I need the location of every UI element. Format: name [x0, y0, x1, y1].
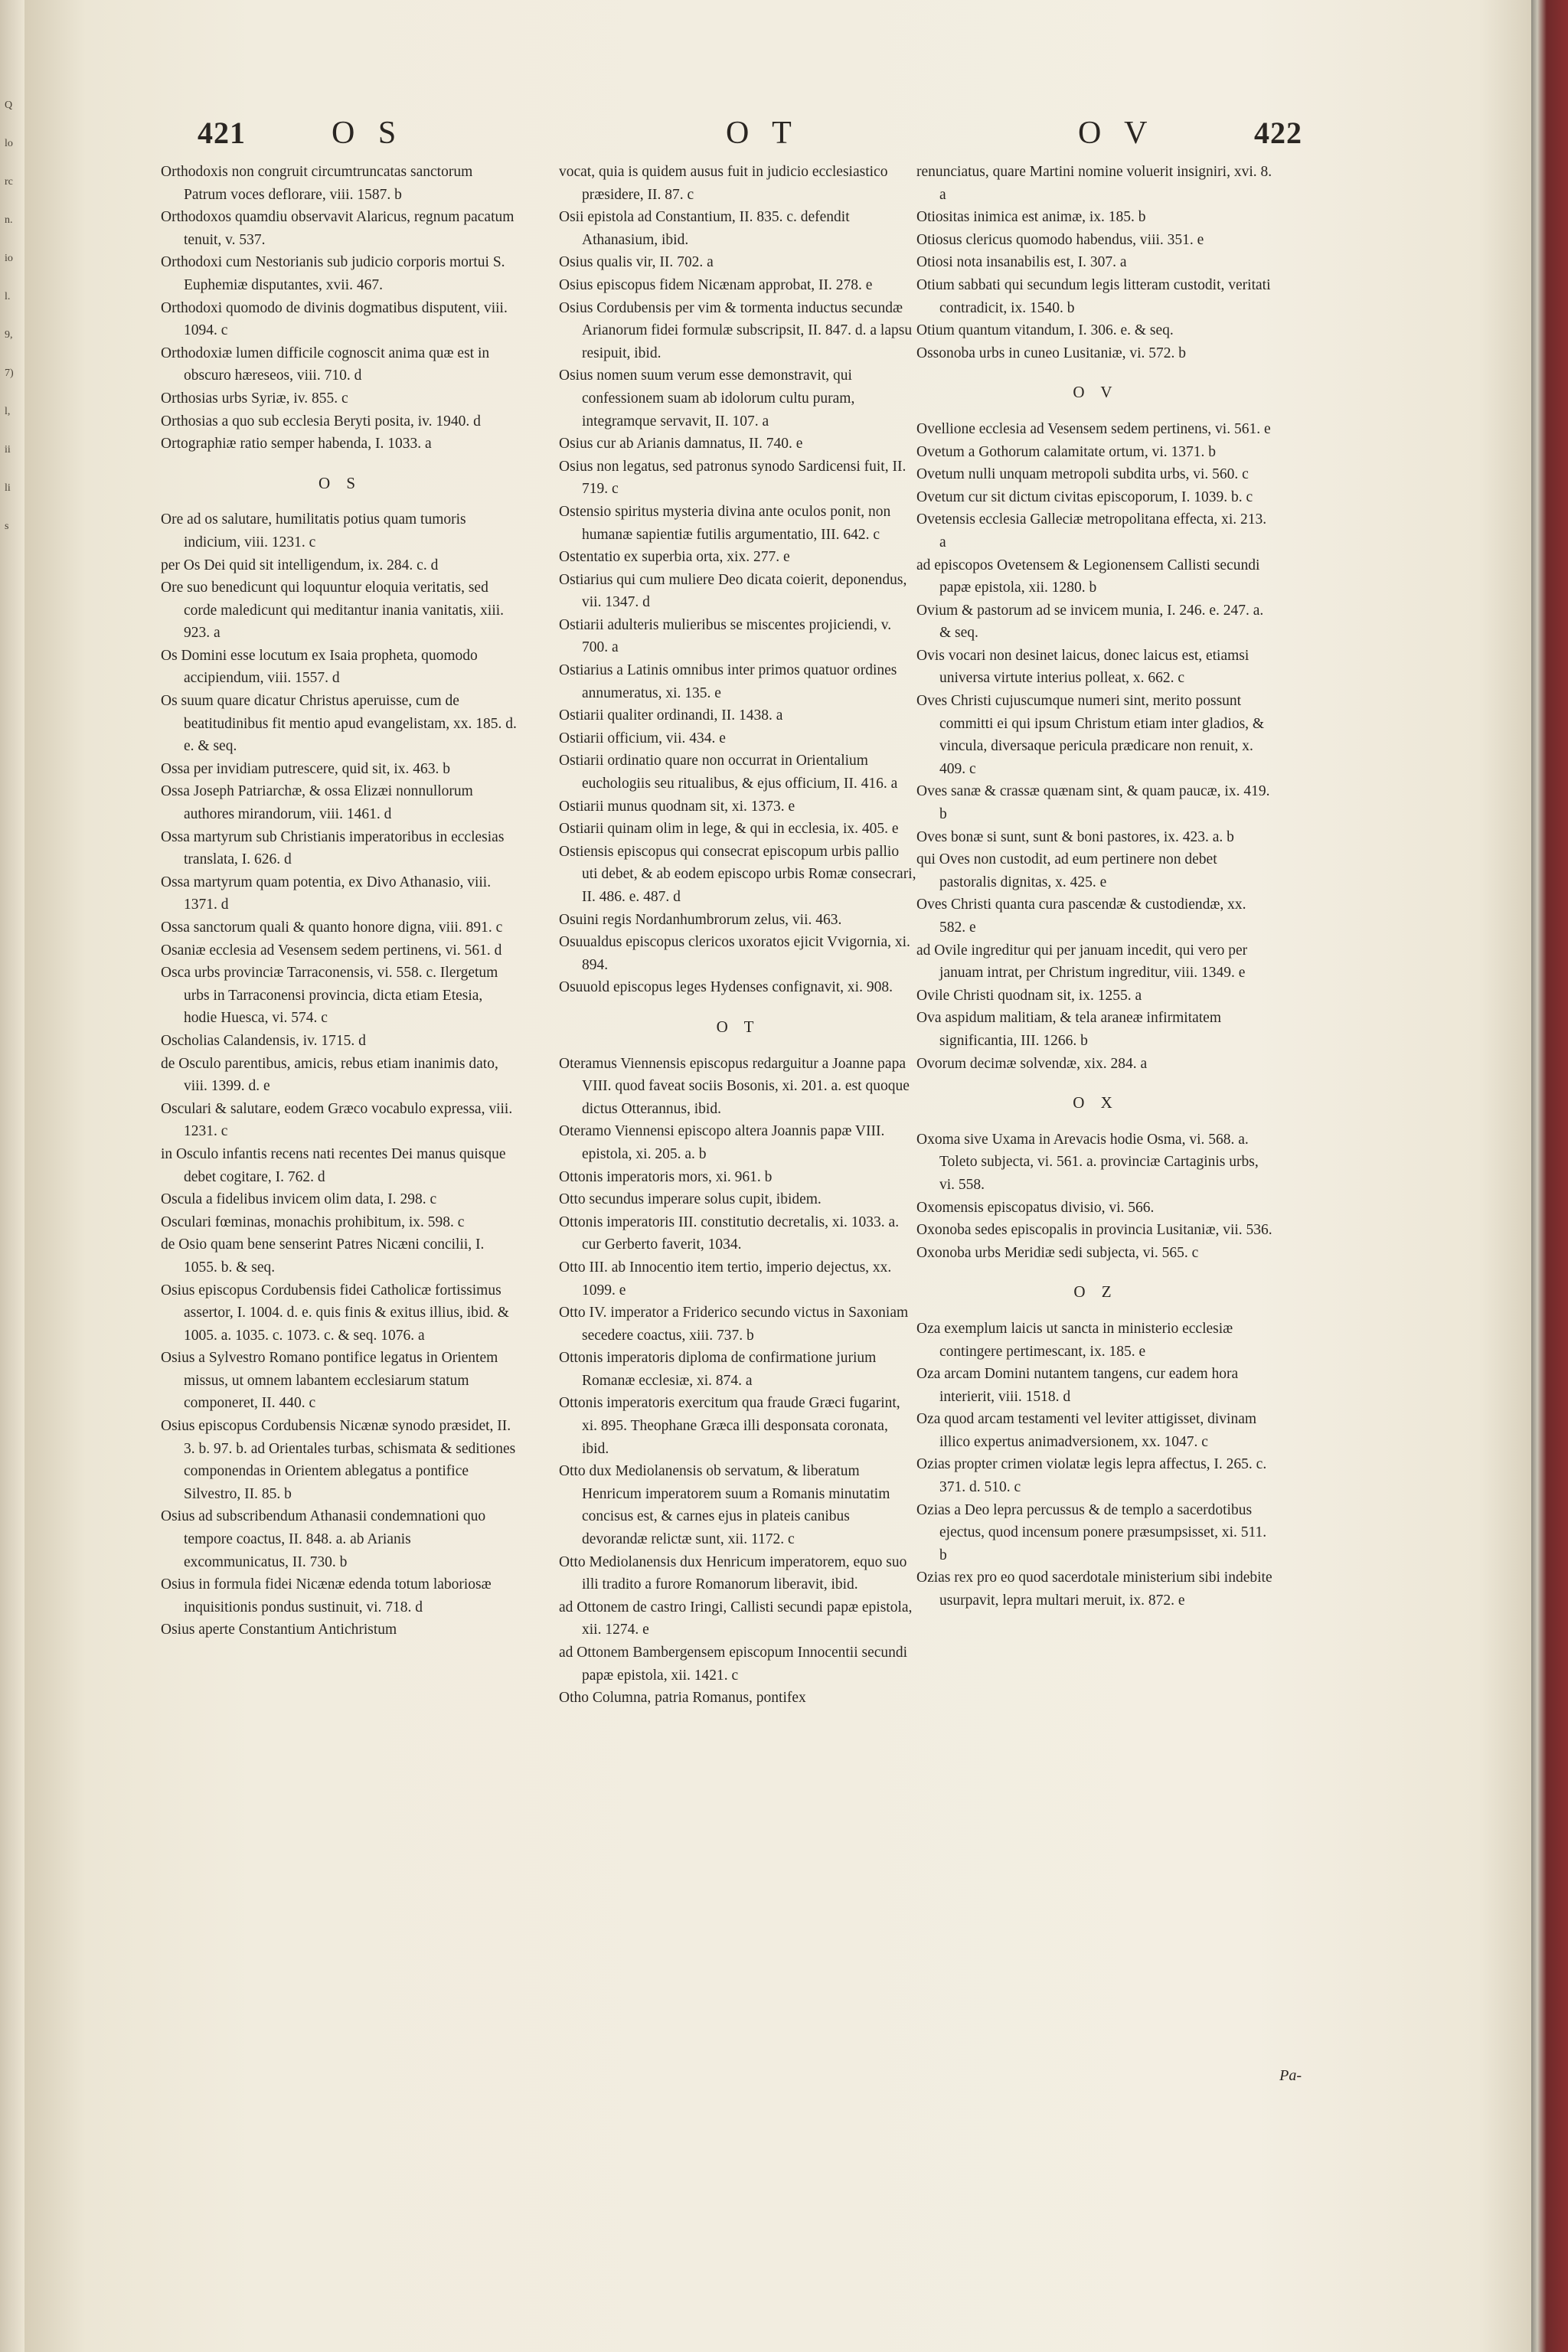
index-entry: Otium quantum vitandum, I. 306. e. & seq. — [916, 322, 1174, 339]
index-entry: Osius a Sylvestro Romano pontifice legatus in Orientem missus, ut omnem labantem ecclesiarum statum componeret, II. 440. c — [161, 1350, 498, 1412]
index-entry: Ostiarii quinam olim in lege, & qui in ecclesia, ix. 405. e — [559, 821, 899, 838]
index-entry: Ore ad os salutare, humilitatis potius quam tumoris indicium, viii. 1231. c — [161, 511, 466, 550]
section-heading: O T — [716, 1017, 760, 1036]
index-entry: de Osio quam bene senserint Patres Nicæni concilii, I. 1055. b. & seq. — [161, 1236, 485, 1276]
index-entry: vocat, quia is quidem ausus fuit in judicio ecclesiastico præsidere, II. 87. c — [559, 164, 888, 203]
index-entry: Oves bonæ si sunt, sunt & boni pastores, ix. 423. a. b — [916, 828, 1234, 845]
index-entry: Oxoma sive Uxama in Arevacis hodie Osma, vi. 568. a. Toleto subjecta, vi. 561. a. provinciæ Cartaginis urbs, vi. 558. — [916, 1131, 1259, 1193]
index-entry: Ostiarii ordinatio quare non occurrat in Orientalium euchologiis seu ritualibus, & ejus officium, II. 416. a — [559, 753, 898, 792]
index-entry: Ossa Joseph Patriarchæ, & ossa Elizæi nonnullorum authores mirandorum, viii. 1461. d — [161, 783, 473, 823]
index-entry: Oza exemplum laicis ut sancta in ministerio ecclesiæ contingere pertimescant, ix. 185. e — [916, 1320, 1233, 1360]
margin-fragment: Q — [5, 100, 13, 111]
index-entry: Os Domini esse locutum ex Isaia propheta, quomodo accipiendum, viii. 1557. d — [161, 647, 478, 687]
index-entry: Ottonis imperatoris diploma de confirmatione jurium Romanæ ecclesiæ, xi. 874. a — [559, 1350, 877, 1389]
index-entry: Otto IV. imperator a Friderico secundo victus in Saxoniam secedere coactus, xiii. 737. b — [559, 1305, 909, 1344]
index-entry: Orthodoxi quomodo de divinis dogmatibus disputent, viii. 1094. c — [161, 299, 508, 339]
index-entry: Ossa martyrum sub Christianis imperatoribus in ecclesias translata, I. 626. d — [161, 828, 505, 868]
index-entry: in Osculo infantis recens nati recentes Dei manus quisque debet cogitare, I. 762. d — [161, 1145, 506, 1185]
index-entry: Osuini regis Nordanhumbrorum zelus, vii. 463. — [559, 911, 842, 928]
index-entry: Osius nomen suum verum esse demonstravit, qui confessionem suam ab idolorum cultu puram, integramque servavit, II. 107. a — [559, 368, 855, 430]
index-entry: Ovetum a Gothorum calamitate ortum, vi. 1371. b — [916, 443, 1216, 460]
index-entry: Ovis vocari non desinet laicus, donec laicus est, etiamsi universa virtute interius polleat, x. 662. c — [916, 647, 1250, 687]
index-entry: Otto dux Mediolanensis ob servatum, & liberatum Henricum imperatorem suum a Romanis minutatim concisus est, & carnes ejus in plateis canibus devorandæ relictæ sunt, xii. 1172. c — [559, 1463, 890, 1548]
section-heading: O Z — [1073, 1282, 1118, 1302]
index-entry: Oves Christi quanta cura pascendæ & custodiendæ, xx. 582. e — [916, 897, 1246, 936]
margin-fragment: io — [5, 253, 13, 264]
index-entry: Osius aperte Constantium Antichristum — [161, 1622, 397, 1638]
book-page — [24, 0, 1531, 2352]
index-entry: Oscula a fidelibus invicem olim data, I. 298. c — [161, 1191, 437, 1208]
index-entry: ad Ottonem de castro Iringi, Callisti secundi papæ epistola, xii. 1274. e — [559, 1599, 913, 1638]
index-entry: Osca urbs provinciæ Tarraconensis, vi. 558. c. Ilergetum urbs in Tarraconensi provincia, dicta etiam Etesia, hodie Huesca, vi. 574. c — [161, 965, 498, 1027]
index-entry: Otto III. ab Innocentio item tertio, imperio dejectus, xx. 1099. e — [559, 1259, 892, 1298]
index-entry: Ossa per invidiam putrescere, quid sit, ix. 463. b — [161, 760, 451, 777]
index-entry: Ostiarii adulteris mulieribus se miscentes projiciendi, v. 700. a — [559, 616, 892, 656]
section-heading: O V — [1073, 383, 1119, 402]
index-entry: Osius episcopus Cordubensis fidei Catholicæ fortissimus assertor, I. 1004. d. e. quis finis & exitus illius, ibid. & 1005. a. 1035. c. 1073. c. & seq. 1076. a — [161, 1282, 509, 1344]
index-entry: Ostiarius a Latinis omnibus inter primos quatuor ordines annumeratus, xi. 135. e — [559, 662, 897, 701]
margin-fragment: 9, — [5, 329, 13, 341]
index-entry: Ossonoba urbs in cuneo Lusitaniæ, vi. 572. b — [916, 345, 1187, 361]
index-entry: Ostiarii munus quodnam sit, xi. 1373. e — [559, 798, 795, 815]
index-entry: Ostiarii qualiter ordinandi, II. 1438. a — [559, 707, 783, 724]
index-entry: Osculari & salutare, eodem Græco vocabulo expressa, viii. 1231. c — [161, 1100, 513, 1140]
margin-fragment: rc — [5, 176, 13, 188]
left-column-letters: O S — [332, 116, 404, 151]
index-entry: renunciatus, quare Martini nomine voluerit insigniri, xvi. 8. a — [916, 164, 1272, 203]
index-entry: Oscholias Calandensis, iv. 1715. d — [161, 1032, 366, 1049]
index-entry: Otium sabbati qui secundum legis litteram custodit, veritati contradicit, ix. 1540. b — [916, 276, 1271, 316]
index-entry: de Osculo parentibus, amicis, rebus etiam inanimis dato, viii. 1399. d. e — [161, 1055, 498, 1095]
index-entry: Oxonoba urbs Meridiæ sedi subjecta, vi. 565. c — [916, 1244, 1199, 1261]
index-entry: Oza arcam Domini nutantem tangens, cur eadem hora interierit, viii. 1518. d — [916, 1366, 1239, 1405]
index-entry: qui Oves non custodit, ad eum pertinere non debet pastoralis dignitas, x. 425. e — [916, 851, 1217, 890]
margin-fragment: li — [5, 482, 11, 494]
book-spine — [1531, 0, 1568, 2352]
index-entry: ad Ottonem Bambergensem episcopum Innocentii secundi papæ epistola, xii. 1421. c — [559, 1645, 908, 1684]
right-page-number: 422 — [1254, 116, 1302, 150]
index-entry: Ovetum nulli unquam metropoli subdita urbs, vi. 560. c — [916, 466, 1249, 483]
index-entry: Osius cur ab Arianis damnatus, II. 740. e — [559, 436, 803, 452]
index-entry: Ottonis imperatoris III. constitutio decretalis, xi. 1033. a. cur Gerberto faverit, 1034. — [559, 1214, 900, 1253]
index-entry: Otho Columna, patria Romanus, pontifex — [559, 1690, 806, 1707]
index-entry: Ovetensis ecclesia Galleciæ metropolitana effecta, xi. 213. a — [916, 511, 1267, 550]
margin-fragment: n. — [5, 214, 13, 226]
margin-fragment: 7) — [5, 368, 14, 379]
index-entry: Ottonis imperatoris mors, xi. 961. b — [559, 1168, 773, 1185]
catchword: Pa- — [1279, 2067, 1302, 2084]
index-entry: Ostiensis episcopus qui consecrat episcopum urbis pallio uti debet, & ab eodem episcopo urbis Romæ consecrari, II. 486. e. 487. d — [559, 843, 916, 905]
index-entry: Osii epistola ad Constantium, II. 835. c. defendit Athanasium, ibid. — [559, 209, 850, 248]
margin-fragment: ii — [5, 444, 11, 456]
index-entry: Oxomensis episcopatus divisio, vi. 566. — [916, 1199, 1155, 1216]
index-entry: Oxonoba sedes episcopalis in provincia Lusitaniæ, vii. 536. — [916, 1222, 1272, 1239]
index-entry: Osculari fœminas, monachis prohibitum, ix. 598. c — [161, 1214, 465, 1230]
index-entry: Ostentatio ex superbia orta, xix. 277. e — [559, 549, 790, 566]
index-entry: Ovorum decimæ solvendæ, xix. 284. a — [916, 1055, 1148, 1072]
index-entry: ad episcopos Ovetensem & Legionensem Callisti secundi papæ epistola, xii. 1280. b — [916, 557, 1260, 596]
index-entry: Orthodoxis non congruit circumtruncatas sanctorum Patrum voces deflorare, viii. 1587. b — [161, 164, 473, 203]
index-entry: Oves sanæ & crassæ quænam sint, & quam paucæ, ix. 419. b — [916, 783, 1270, 823]
index-entry: Oves Christi cujuscumque numeri sint, merito possunt committi ei qui ipsum Christum etiam inter gladios, & vincula, diversaque pericula prædicare non renuit, x. 409. c — [916, 693, 1265, 777]
section-heading: O X — [1073, 1093, 1119, 1112]
margin-fragment: s — [5, 521, 9, 532]
index-entry: Orthodoxos quamdiu observavit Alaricus, regnum pacatum tenuit, v. 537. — [161, 209, 514, 248]
left-page-number: 421 — [198, 116, 246, 150]
index-entry: Osius qualis vir, II. 702. a — [559, 254, 714, 271]
index-entry: Osius non legatus, sed patronus synodo Sardicensi fuit, II. 719. c — [559, 458, 906, 498]
index-entry: Osius in formula fidei Nicænæ edenda totum laboriosæ inquisitionis pondus sustinuit, vi. 718. d — [161, 1576, 492, 1615]
index-entry: Ozias rex pro eo quod sacerdotale ministerium sibi indebite usurpavit, lepra multari meruit, ix. 872. e — [916, 1570, 1272, 1609]
index-entry: Ovellione ecclesia ad Vesensem sedem pertinens, vi. 561. e — [916, 420, 1271, 437]
page-header — [198, 115, 1331, 164]
index-entry: Osius episcopus Cordubensis Nicænæ synodo præsidet, II. 3. b. 97. b. ad Orientales turbas, schismata & seditiones componendas in Orientem ablegatus a pontifice Silvestro, II. 85. b — [161, 1418, 516, 1502]
section-heading: O S — [318, 473, 362, 492]
index-entry: Ossa sanctorum quali & quanto honore digna, viii. 891. c — [161, 920, 503, 936]
index-entry: Orthosias a quo sub ecclesia Beryti posita, iv. 1940. d — [161, 413, 481, 430]
index-entry: Osuuold episcopus leges Hydenses confignavit, xi. 908. — [559, 979, 893, 996]
index-entry: Osaniæ ecclesia ad Vesensem sedem pertinens, vi. 561. d — [161, 942, 502, 959]
index-entry: Ovile Christi quodnam sit, ix. 1255. a — [916, 987, 1142, 1004]
center-column-letters: O T — [726, 116, 799, 151]
index-entry: Otto secundus imperare solus cupit, ibidem. — [559, 1191, 822, 1208]
index-column-2 — [559, 161, 917, 1710]
index-entry: Osuualdus episcopus clericos uxoratos ejicit Vvigornia, xi. 894. — [559, 934, 910, 973]
margin-fragment: l. — [5, 291, 11, 302]
right-column-letters: O V — [1078, 116, 1155, 151]
index-entry: Oteramo Viennensi episcopo altera Joannis papæ VIII. epistola, xi. 205. a. b — [559, 1123, 885, 1162]
index-entry: Ostensio spiritus mysteria divina ante oculos ponit, non humanæ sapientiæ futilis argumentatio, III. 642. c — [559, 503, 891, 543]
index-entry: Ovium & pastorum ad se invicem munia, I. 246. e. 247. a. & seq. — [916, 602, 1264, 642]
index-entry: Oteramus Viennensis episcopus redarguitur a Joanne papa VIII. quod faveat sociis Bosonis, xi. 201. a. est quoque dictus Otterannus, ibid. — [559, 1055, 910, 1117]
index-entry: Osius episcopus fidem Nicænam approbat, II. 278. e — [559, 276, 873, 293]
index-entry: ad Ovile ingreditur qui per januam incedit, qui vero per januam intrat, per Christum ingreditur, viii. 1349. e — [916, 942, 1248, 982]
index-entry: Ortographiæ ratio semper habenda, I. 1033. a — [161, 436, 432, 452]
index-entry: Ova aspidum malitiam, & tela araneæ infirmitatem significantia, III. 1266. b — [916, 1010, 1222, 1049]
index-entry: Ostiarius qui cum muliere Deo dicata coierit, deponendus, vii. 1347. d — [559, 571, 907, 611]
index-entry: Osius Cordubensis per vim & tormenta inductus secundæ Arianorum fidei formulæ subscripsit, II. 847. d. a lapsu resipuit, ibid. — [559, 299, 913, 361]
index-entry: Otiosi nota insanabilis est, I. 307. a — [916, 254, 1127, 271]
index-entry: Os suum quare dicatur Christus aperuisse, cum de beatitudinibus fit mentio apud evangelistam, xx. 185. d. e. & seq. — [161, 693, 517, 755]
adjacent-page-edge — [0, 0, 24, 2352]
index-entry: Otiositas inimica est animæ, ix. 185. b — [916, 209, 1146, 226]
margin-fragment: lo — [5, 138, 13, 149]
index-entry: Orthosias urbs Syriæ, iv. 855. c — [161, 390, 348, 407]
index-column-3 — [916, 161, 1275, 1612]
index-entry: Otiosus clericus quomodo habendus, viii. 351. e — [916, 231, 1204, 248]
index-column-1 — [161, 161, 519, 1642]
index-entry: Ovetum cur sit dictum civitas episcoporum, I. 1039. b. c — [916, 488, 1253, 505]
index-entry: Ossa martyrum quam potentia, ex Divo Athanasio, viii. 1371. d — [161, 874, 492, 913]
index-entry: Orthodoxi cum Nestorianis sub judicio corporis mortui S. Euphemiæ disputantes, xvii. 467. — [161, 254, 505, 293]
index-entry: Osius ad subscribendum Athanasii condemnationi quo tempore coactus, II. 848. a. ab Arianis excommunicatus, II. 730. b — [161, 1508, 486, 1570]
index-entry: Otto Mediolanensis dux Henricum imperatorem, equo suo illi tradito a furore Romanorum liberavit, ibid. — [559, 1553, 907, 1593]
index-entry: Orthodoxiæ lumen difficile cognoscit anima quæ est in obscuro hæreseos, viii. 710. d — [161, 345, 490, 384]
index-entry: per Os Dei quid sit intelligendum, ix. 284. c. d — [161, 557, 439, 573]
index-entry: Ottonis imperatoris exercitum qua fraude Græci fugarint, xi. 895. Theophane Græca illi desponsata coronata, ibid. — [559, 1395, 900, 1457]
index-entry: Ozias a Deo lepra percussus & de templo a sacerdotibus ejectus, quod incensum ponere præsumpsisset, xi. 511. b — [916, 1501, 1267, 1563]
index-entry: Oza quod arcam testamenti vel leviter attigisset, divinam illico expertus animadversionem, xx. 1047. c — [916, 1411, 1257, 1450]
index-entry: Ostiarii officium, vii. 434. e — [559, 730, 726, 746]
index-entry: Ozias propter crimen violatæ legis lepra affectus, I. 265. c. 371. d. 510. c — [916, 1456, 1267, 1496]
index-entry: Ore suo benedicunt qui loquuntur eloquia veritatis, sed corde maledicunt qui meditantur inania vanitatis, xiii. 923. a — [161, 580, 505, 642]
margin-fragment: l, — [5, 406, 11, 417]
